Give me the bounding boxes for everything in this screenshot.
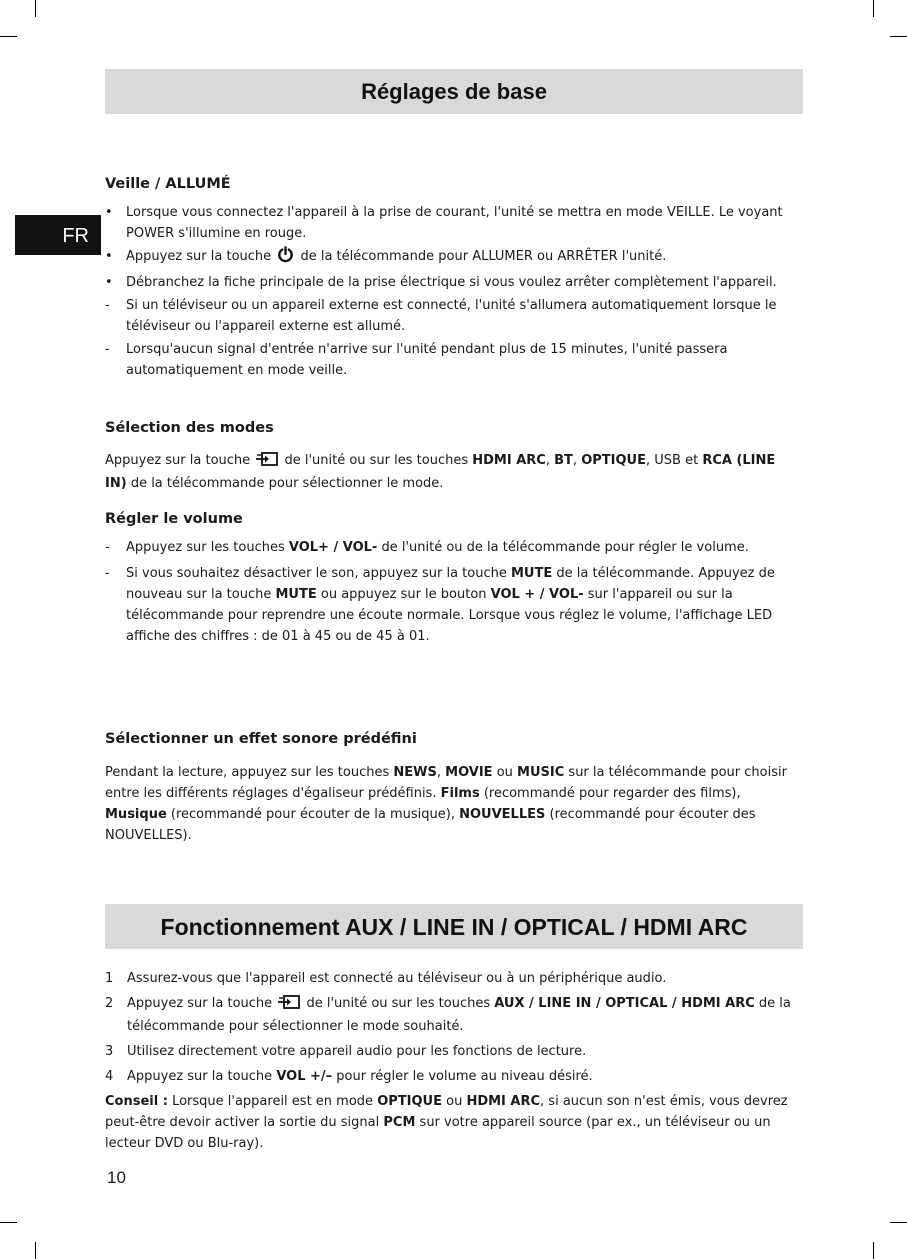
- veille-list: [105, 202, 795, 383]
- crop-mark: [873, 1242, 874, 1259]
- crop-mark: [890, 36, 907, 37]
- list-item: - Si vous souhaitez désactiver le son, appuyez sur la touche MUTE de la télécommande. Appuyez de nouveau sur la touche MUTE ou appuyez sur le bouton VOL + / VOL- sur l'appareil ou sur la télécommande pour reprendre une écoute normale. Lorsque vous réglez le volume, l'affichage LED affiche des chiffres : de 01 à 45 ou de 45 à 01.: [105, 566, 775, 644]
- list-item: - Appuyez sur les touches VOL+ / VOL- de l'unité ou de la télécommande pour régler le volume.: [105, 540, 749, 555]
- section-banner-reglages: Réglages de base: [105, 69, 803, 114]
- page-number: 10: [107, 1168, 126, 1187]
- list-item: 2 Appuyez sur la touche de l'unité ou sur les touches AUX / LINE IN / OPTICAL / HDMI ARC de la télécommande pour sélectionner le mode souhaité.: [105, 996, 791, 1034]
- crop-mark: [0, 1222, 17, 1223]
- power-icon: [277, 246, 294, 270]
- list-item: • Lorsque vous connectez l'appareil à la prise de courant, l'unité se mettra en mode VEILLE. Le voyant POWER s'illumine en rouge.: [105, 205, 783, 241]
- effet-paragraph: Pendant la lecture, appuyez sur les touches NEWS, MOVIE ou MUSIC sur la télécommande pour choisir entre les différents réglages d'égaliseur prédéfinis. Films (recommandé pour regarder des films), Musique (recommandé pour écouter de la musique), NOUVELLES (recommandé pour écouter des NOUVELLES).: [105, 765, 787, 843]
- list-item: - Si un téléviseur ou un appareil externe est connecté, l'unité s'allumera automatiquement lorsque le téléviseur ou l'appareil externe est allumé.: [105, 298, 777, 334]
- heading-veille: Veille / ALLUMÉ: [105, 176, 231, 192]
- aux-steps: [105, 968, 795, 1154]
- heading-modes: Sélection des modes: [105, 420, 274, 436]
- heading-effet: Sélectionner un effet sonore prédéfini: [105, 731, 417, 747]
- input-select-icon: [278, 995, 300, 1016]
- heading-volume: Régler le volume: [105, 511, 243, 527]
- crop-mark: [890, 1222, 907, 1223]
- modes-paragraph: Appuyez sur la touche de l'unité ou sur les touches HDMI ARC, BT, OPTIQUE, USB et RCA (LINE IN) de la télécommande pour sélectionner le mode.: [105, 453, 776, 491]
- list-item: • Appuyez sur la touche de la télécommande pour ALLUMER ou ARRÊTER l'unité.: [105, 246, 795, 270]
- crop-mark: [873, 0, 874, 17]
- list-item: 1 Assurez-vous que l'appareil est connecté au téléviseur ou à un périphérique audio.: [105, 971, 667, 986]
- section-banner-aux: Fonctionnement AUX / LINE IN / OPTICAL / HDMI ARC: [105, 904, 803, 949]
- input-select-icon: [256, 452, 278, 473]
- crop-mark: [35, 0, 36, 17]
- list-item: 3 Utilisez directement votre appareil audio pour les fonctions de lecture.: [105, 1044, 587, 1059]
- volume-list: [105, 537, 795, 649]
- list-item: • Débranchez la fiche principale de la prise électrique si vous voulez arrêter complètement l'appareil.: [105, 275, 777, 290]
- language-tab: FR: [15, 215, 101, 255]
- crop-mark: [35, 1242, 36, 1259]
- list-item: - Lorsqu'aucun signal d'entrée n'arrive sur l'unité pendant plus de 15 minutes, l'unité passera automatiquement en mode veille.: [105, 342, 728, 378]
- crop-mark: [0, 36, 17, 37]
- conseil-note: Conseil : Lorsque l'appareil est en mode OPTIQUE ou HDMI ARC, si aucun son n'est émis, vous devrez peut-être devoir activer la sortie du signal PCM sur votre appareil source (par ex., un téléviseur ou un lecteur DVD ou Blu-ray).: [105, 1094, 788, 1151]
- list-item: 4 Appuyez sur la touche VOL +/– pour régler le volume au niveau désiré.: [105, 1069, 593, 1084]
